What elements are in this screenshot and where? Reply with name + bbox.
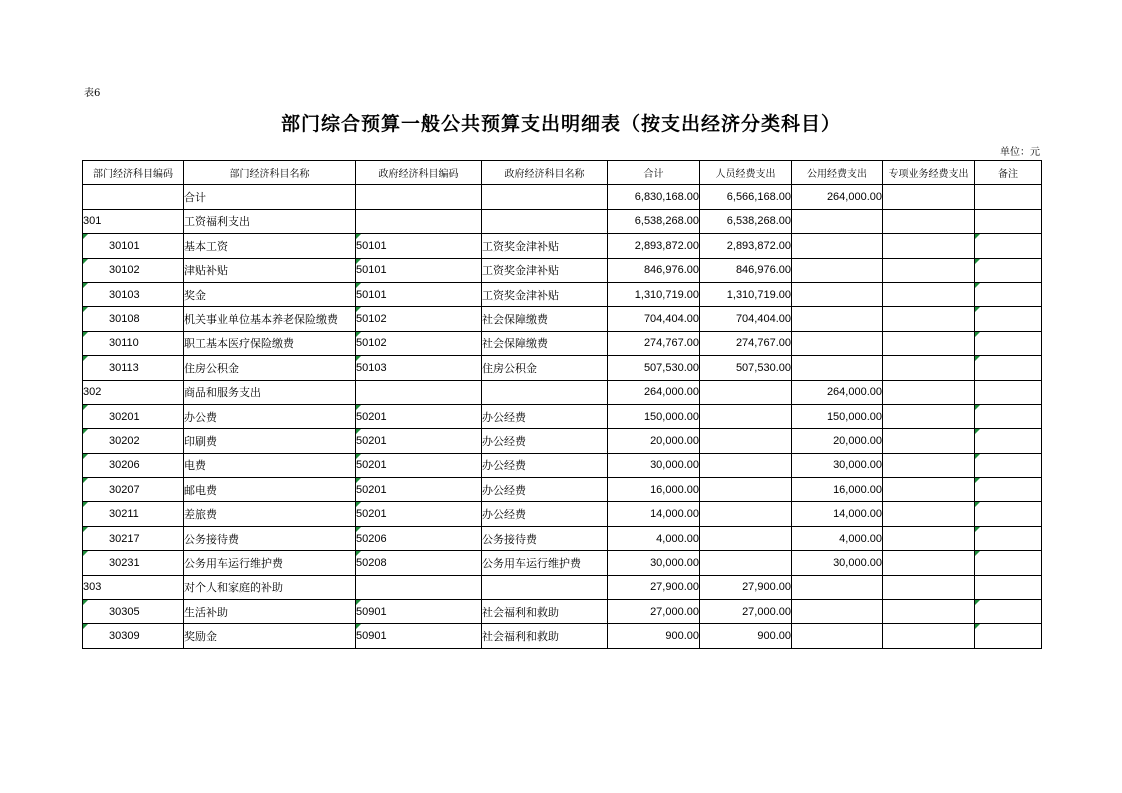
table-row bbox=[83, 526, 1042, 550]
cell-special bbox=[883, 404, 975, 428]
cell-gov-code: 50101 bbox=[356, 282, 482, 306]
cell-remark bbox=[975, 380, 1042, 404]
cell-dept-code: 30101 bbox=[83, 234, 184, 258]
cell-public bbox=[792, 575, 883, 599]
table-row bbox=[83, 600, 1042, 624]
cell-personnel: 6,566,168.00 bbox=[700, 185, 792, 209]
cell-special bbox=[883, 600, 975, 624]
cell-remark bbox=[975, 478, 1042, 502]
cell-dept-code: 303 bbox=[83, 575, 184, 599]
cell-special bbox=[883, 356, 975, 380]
cell-dept-code: 30305 bbox=[83, 600, 184, 624]
cell-total: 264,000.00 bbox=[608, 380, 700, 404]
cell-gov-code bbox=[356, 209, 482, 233]
cell-dept-code: 30110 bbox=[83, 331, 184, 355]
unit-label: 单位：元 bbox=[1000, 147, 1040, 158]
header-dept-code: 部门经济科目编码 bbox=[83, 161, 184, 185]
cell-special bbox=[883, 258, 975, 282]
cell-personnel: 27,900.00 bbox=[700, 575, 792, 599]
cell-public: 4,000.00 bbox=[792, 526, 883, 550]
cell-gov-code: 50102 bbox=[356, 307, 482, 331]
cell-gov-name: 住房公积金 bbox=[482, 356, 608, 380]
cell-dept-name: 合计 bbox=[184, 185, 356, 209]
cell-total: 30,000.00 bbox=[608, 551, 700, 575]
cell-dept-code: 302 bbox=[83, 380, 184, 404]
cell-public bbox=[792, 209, 883, 233]
table-body bbox=[83, 185, 1042, 648]
cell-special bbox=[883, 185, 975, 209]
cell-special bbox=[883, 453, 975, 477]
cell-dept-name: 差旅费 bbox=[184, 502, 356, 526]
cell-public: 264,000.00 bbox=[792, 380, 883, 404]
cell-personnel: 2,893,872.00 bbox=[700, 234, 792, 258]
cell-dept-code: 301 bbox=[83, 209, 184, 233]
table-header-row bbox=[83, 161, 1042, 185]
cell-special bbox=[883, 429, 975, 453]
cell-gov-code bbox=[356, 185, 482, 209]
table-row bbox=[83, 453, 1042, 477]
header-gov-name: 政府经济科目名称 bbox=[482, 161, 608, 185]
cell-special bbox=[883, 331, 975, 355]
cell-public bbox=[792, 331, 883, 355]
cell-gov-name: 公务用车运行维护费 bbox=[482, 551, 608, 575]
cell-public bbox=[792, 282, 883, 306]
cell-dept-name: 公务接待费 bbox=[184, 526, 356, 550]
cell-dept-name: 电费 bbox=[184, 453, 356, 477]
cell-remark bbox=[975, 453, 1042, 477]
cell-personnel: 704,404.00 bbox=[700, 307, 792, 331]
header-special: 专项业务经费支出 bbox=[883, 161, 975, 185]
table-row bbox=[83, 502, 1042, 526]
cell-dept-code: 30201 bbox=[83, 404, 184, 428]
cell-dept-code: 30206 bbox=[83, 453, 184, 477]
cell-dept-name: 商品和服务支出 bbox=[184, 380, 356, 404]
cell-personnel: 846,976.00 bbox=[700, 258, 792, 282]
cell-gov-code: 50102 bbox=[356, 331, 482, 355]
cell-remark bbox=[975, 551, 1042, 575]
cell-public: 264,000.00 bbox=[792, 185, 883, 209]
header-public: 公用经费支出 bbox=[792, 161, 883, 185]
cell-personnel: 507,530.00 bbox=[700, 356, 792, 380]
cell-public bbox=[792, 258, 883, 282]
cell-remark bbox=[975, 502, 1042, 526]
cell-dept-name: 工资福利支出 bbox=[184, 209, 356, 233]
cell-personnel bbox=[700, 502, 792, 526]
cell-total: 274,767.00 bbox=[608, 331, 700, 355]
cell-gov-code: 50901 bbox=[356, 600, 482, 624]
cell-remark bbox=[975, 429, 1042, 453]
header-personnel: 人员经费支出 bbox=[700, 161, 792, 185]
cell-gov-code: 50201 bbox=[356, 429, 482, 453]
cell-total: 27,900.00 bbox=[608, 575, 700, 599]
cell-total: 846,976.00 bbox=[608, 258, 700, 282]
cell-gov-name: 办公经费 bbox=[482, 429, 608, 453]
cell-special bbox=[883, 502, 975, 526]
cell-personnel: 27,000.00 bbox=[700, 600, 792, 624]
cell-dept-name: 邮电费 bbox=[184, 478, 356, 502]
table-row bbox=[83, 209, 1042, 233]
cell-gov-name: 办公经费 bbox=[482, 453, 608, 477]
cell-public bbox=[792, 307, 883, 331]
cell-total: 20,000.00 bbox=[608, 429, 700, 453]
cell-remark bbox=[975, 185, 1042, 209]
cell-special bbox=[883, 380, 975, 404]
cell-gov-code: 50201 bbox=[356, 453, 482, 477]
cell-gov-code bbox=[356, 380, 482, 404]
table-row bbox=[83, 307, 1042, 331]
cell-total: 507,530.00 bbox=[608, 356, 700, 380]
cell-gov-name: 办公经费 bbox=[482, 502, 608, 526]
cell-total: 2,893,872.00 bbox=[608, 234, 700, 258]
cell-dept-name: 生活补助 bbox=[184, 600, 356, 624]
cell-dept-name: 奖励金 bbox=[184, 624, 356, 648]
cell-special bbox=[883, 209, 975, 233]
header-remark: 备注 bbox=[975, 161, 1042, 185]
cell-gov-code: 50101 bbox=[356, 258, 482, 282]
table-row bbox=[83, 380, 1042, 404]
cell-personnel bbox=[700, 429, 792, 453]
cell-gov-name: 社会保障缴费 bbox=[482, 331, 608, 355]
header-gov-code: 政府经济科目编码 bbox=[356, 161, 482, 185]
cell-public: 30,000.00 bbox=[792, 551, 883, 575]
cell-personnel: 900.00 bbox=[700, 624, 792, 648]
cell-personnel bbox=[700, 478, 792, 502]
cell-total: 16,000.00 bbox=[608, 478, 700, 502]
cell-special bbox=[883, 551, 975, 575]
cell-remark bbox=[975, 356, 1042, 380]
cell-total: 6,830,168.00 bbox=[608, 185, 700, 209]
cell-gov-name bbox=[482, 185, 608, 209]
cell-remark bbox=[975, 282, 1042, 306]
header-dept-name: 部门经济科目名称 bbox=[184, 161, 356, 185]
table-row bbox=[83, 624, 1042, 648]
table-row bbox=[83, 356, 1042, 380]
cell-dept-code: 30309 bbox=[83, 624, 184, 648]
cell-special bbox=[883, 234, 975, 258]
cell-total: 150,000.00 bbox=[608, 404, 700, 428]
cell-dept-name: 住房公积金 bbox=[184, 356, 356, 380]
cell-total: 4,000.00 bbox=[608, 526, 700, 550]
cell-personnel: 274,767.00 bbox=[700, 331, 792, 355]
cell-dept-code: 30102 bbox=[83, 258, 184, 282]
cell-special bbox=[883, 307, 975, 331]
cell-public: 30,000.00 bbox=[792, 453, 883, 477]
cell-dept-code: 30108 bbox=[83, 307, 184, 331]
cell-public: 14,000.00 bbox=[792, 502, 883, 526]
cell-dept-name: 对个人和家庭的补助 bbox=[184, 575, 356, 599]
cell-public: 150,000.00 bbox=[792, 404, 883, 428]
cell-dept-name: 奖金 bbox=[184, 282, 356, 306]
table-number: 表6 bbox=[84, 88, 101, 99]
cell-gov-name: 工资奖金津补贴 bbox=[482, 234, 608, 258]
cell-total: 704,404.00 bbox=[608, 307, 700, 331]
cell-gov-code: 50201 bbox=[356, 502, 482, 526]
cell-remark bbox=[975, 234, 1042, 258]
cell-total: 900.00 bbox=[608, 624, 700, 648]
cell-gov-code: 50201 bbox=[356, 404, 482, 428]
cell-remark bbox=[975, 209, 1042, 233]
cell-dept-name: 基本工资 bbox=[184, 234, 356, 258]
cell-gov-name bbox=[482, 380, 608, 404]
cell-gov-code: 50101 bbox=[356, 234, 482, 258]
cell-dept-code: 30202 bbox=[83, 429, 184, 453]
cell-dept-code: 30231 bbox=[83, 551, 184, 575]
cell-personnel bbox=[700, 404, 792, 428]
table-row bbox=[83, 258, 1042, 282]
cell-dept-code bbox=[83, 185, 184, 209]
cell-remark bbox=[975, 404, 1042, 428]
cell-special bbox=[883, 282, 975, 306]
table-row bbox=[83, 429, 1042, 453]
table-row bbox=[83, 234, 1042, 258]
cell-total: 14,000.00 bbox=[608, 502, 700, 526]
cell-dept-name: 公务用车运行维护费 bbox=[184, 551, 356, 575]
cell-gov-code: 50901 bbox=[356, 624, 482, 648]
cell-remark bbox=[975, 526, 1042, 550]
cell-special bbox=[883, 478, 975, 502]
cell-public bbox=[792, 600, 883, 624]
cell-personnel: 6,538,268.00 bbox=[700, 209, 792, 233]
cell-gov-name: 社会福利和救助 bbox=[482, 624, 608, 648]
cell-dept-code: 30217 bbox=[83, 526, 184, 550]
cell-special bbox=[883, 624, 975, 648]
cell-special bbox=[883, 575, 975, 599]
cell-dept-name: 印刷费 bbox=[184, 429, 356, 453]
cell-remark bbox=[975, 624, 1042, 648]
page-title: 部门综合预算一般公共预算支出明细表（按支出经济分类科目） bbox=[280, 113, 841, 135]
table-row bbox=[83, 551, 1042, 575]
cell-total: 27,000.00 bbox=[608, 600, 700, 624]
cell-total: 1,310,719.00 bbox=[608, 282, 700, 306]
cell-gov-code: 50103 bbox=[356, 356, 482, 380]
table-row bbox=[83, 185, 1042, 209]
cell-gov-code: 50206 bbox=[356, 526, 482, 550]
cell-public bbox=[792, 356, 883, 380]
cell-public bbox=[792, 624, 883, 648]
cell-gov-name bbox=[482, 575, 608, 599]
cell-gov-name: 公务接待费 bbox=[482, 526, 608, 550]
cell-total: 30,000.00 bbox=[608, 453, 700, 477]
cell-personnel: 1,310,719.00 bbox=[700, 282, 792, 306]
cell-public bbox=[792, 234, 883, 258]
cell-gov-name: 办公经费 bbox=[482, 404, 608, 428]
cell-gov-code: 50208 bbox=[356, 551, 482, 575]
header-total: 合计 bbox=[608, 161, 700, 185]
cell-special bbox=[883, 526, 975, 550]
cell-remark bbox=[975, 575, 1042, 599]
cell-personnel bbox=[700, 380, 792, 404]
cell-dept-name: 职工基本医疗保险缴费 bbox=[184, 331, 356, 355]
cell-personnel bbox=[700, 526, 792, 550]
cell-gov-name: 社会保障缴费 bbox=[482, 307, 608, 331]
cell-remark bbox=[975, 600, 1042, 624]
cell-gov-name: 工资奖金津补贴 bbox=[482, 258, 608, 282]
cell-personnel bbox=[700, 453, 792, 477]
cell-personnel bbox=[700, 551, 792, 575]
cell-gov-code: 50201 bbox=[356, 478, 482, 502]
cell-remark bbox=[975, 331, 1042, 355]
cell-dept-code: 30211 bbox=[83, 502, 184, 526]
cell-dept-name: 津贴补贴 bbox=[184, 258, 356, 282]
cell-remark bbox=[975, 258, 1042, 282]
cell-gov-name bbox=[482, 209, 608, 233]
cell-total: 6,538,268.00 bbox=[608, 209, 700, 233]
table-row bbox=[83, 575, 1042, 599]
table-row bbox=[83, 331, 1042, 355]
cell-public: 16,000.00 bbox=[792, 478, 883, 502]
budget-table bbox=[82, 160, 1042, 649]
table-row bbox=[83, 282, 1042, 306]
cell-dept-name: 机关事业单位基本养老保险缴费 bbox=[184, 307, 356, 331]
cell-gov-name: 工资奖金津补贴 bbox=[482, 282, 608, 306]
cell-remark bbox=[975, 307, 1042, 331]
cell-dept-name: 办公费 bbox=[184, 404, 356, 428]
cell-dept-code: 30207 bbox=[83, 478, 184, 502]
table-row bbox=[83, 404, 1042, 428]
cell-gov-name: 社会福利和救助 bbox=[482, 600, 608, 624]
cell-public: 20,000.00 bbox=[792, 429, 883, 453]
table-row bbox=[83, 478, 1042, 502]
cell-dept-code: 30103 bbox=[83, 282, 184, 306]
cell-gov-name: 办公经费 bbox=[482, 478, 608, 502]
cell-gov-code bbox=[356, 575, 482, 599]
cell-dept-code: 30113 bbox=[83, 356, 184, 380]
